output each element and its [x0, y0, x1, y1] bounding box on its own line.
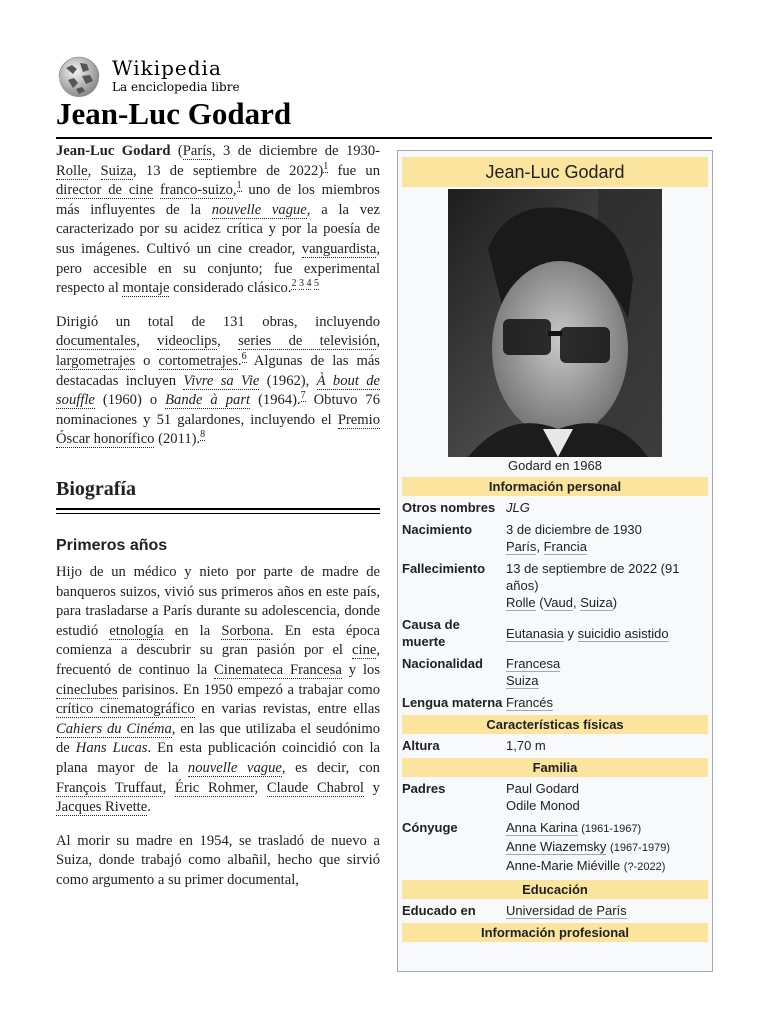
- link-director-de-cine[interactable]: director de cine: [56, 182, 154, 199]
- infobox-link-paris[interactable]: París: [506, 539, 537, 554]
- infobox-row-fallecimiento: Fallecimiento 13 de septiembre de 2022 (91 años) Rolle (Vaud, Suiza): [402, 561, 680, 610]
- link-cinemateca-francesa[interactable]: Cinemateca Francesa: [214, 662, 342, 679]
- infobox-section-personal: Información personal: [402, 477, 708, 496]
- infobox-link-francia[interactable]: Francia: [543, 539, 587, 554]
- infobox-row-altura: Altura 1,70 m: [402, 738, 546, 753]
- link-franco-suizo[interactable]: franco-suizo: [159, 182, 233, 199]
- article-body: [56, 142, 380, 905]
- link-sorbona[interactable]: Sorbona: [221, 622, 270, 639]
- ref-3[interactable]: 3: [298, 278, 304, 290]
- section-heading-biografia: Biografía: [56, 480, 380, 510]
- biografia-paragraph-1: Hijo de un médico y nieto por parte de madre de banqueros suizos, vivió sus primeros años en este país, para trasladarse a París durante su adolescencia, donde estudió etnología en la Sorbona. En esta época comienza a descubrir su gran pasión por el cine, frecuentó de continuo la Cinemateca Francesa y los cineclubes parisinos. En 1950 empezó a trabajar como crítico cinematográfico en varias revistas, entre ellas Cahiers du Cinéma, en las que utilizaba el seudónimo de Hans Lucas. En esta publicación coincidió con la plana mayor de la nouvelle vague, es decir, con François Truffaut, Éric Rohmer, Claude Chabrol y Jacques Rivette.: [56, 564, 381, 816]
- infobox-row-educado-en: Educado en Universidad de París: [402, 903, 627, 918]
- link-nouvelle-vague-2[interactable]: nouvelle vague: [187, 760, 282, 777]
- infobox-link-francesa[interactable]: Francesa: [506, 656, 561, 671]
- link-bande-a-part[interactable]: Bande à part: [165, 392, 251, 409]
- link-etnologia[interactable]: etnología: [109, 622, 164, 639]
- wikipedia-tagline: La enciclopedia libre: [112, 80, 240, 94]
- infobox-link-rolle[interactable]: Rolle: [506, 595, 536, 610]
- infobox-row-conyuge: Cónyuge Anna Karina (1961-1967) Anne Wiazemsky (1967-1979) Anne-Marie Miéville (?-2022): [402, 820, 670, 873]
- infobox-row-padres: Padres Paul Godard Odile Monod: [402, 781, 580, 813]
- infobox-row-otros-nombres: Otros nombres JLG: [402, 500, 530, 515]
- link-paris[interactable]: París: [182, 143, 212, 159]
- link-premio-oscar[interactable]: Premio Óscar honorífico: [56, 411, 380, 448]
- infobox-link-anna-karina[interactable]: Anna Karina: [506, 820, 578, 835]
- link-critico-cinematografico[interactable]: crítico cinematográfico: [56, 701, 195, 718]
- link-vivre-sa-vie[interactable]: Vivre sa Vie: [183, 372, 260, 389]
- ref-1[interactable]: 1: [323, 160, 329, 172]
- wikipedia-globe-logo[interactable]: [56, 54, 102, 98]
- link-cortometrajes[interactable]: cortometrajes: [158, 352, 238, 369]
- link-vanguardista[interactable]: vanguardista: [301, 240, 377, 257]
- infobox-link-frances[interactable]: Francés: [506, 695, 553, 710]
- link-cineclubes[interactable]: cineclubes: [56, 681, 118, 698]
- link-rolle[interactable]: Rolle: [56, 162, 88, 179]
- infobox-row-nacimiento: Nacimiento 3 de diciembre de 1930 París, Francia: [402, 522, 642, 554]
- infobox-section-fisicas: Características físicas: [402, 715, 708, 734]
- ref-4[interactable]: 4: [306, 278, 312, 290]
- wikipedia-wordmark: Wikipedia: [112, 56, 222, 80]
- link-francois-truffaut[interactable]: François Truffaut: [56, 779, 163, 796]
- link-suiza[interactable]: Suiza: [100, 162, 133, 179]
- infobox-link-eutanasia[interactable]: Eutanasia: [506, 625, 564, 641]
- intro-paragraph-1: Jean-Luc Godard (París, 3 de diciembre de 1930-Rolle, Suiza, 13 de septiembre de 2022)$^1$ fue un director de cine franco-suizo,$^1$ uno de los miembros más influyentes de la nouvelle vague, a la vez caracterizado por su acidez crítica y por la poesía de sus imágenes. Cultivó un cine creador, vanguardista, pero accesible en su conjunto; fue experimental respecto al montaje considerado clásico.$^{2 3 4 5}$: [56, 143, 380, 297]
- biografia-paragraph-2: Al morir su madre en 1954, se trasladó de nuevo a Suiza, donde trabajó como albañil, hecho que sirvió como argumento a su primer documental,: [56, 832, 380, 888]
- photo-caption: Godard en 1968: [508, 458, 602, 473]
- link-eric-rohmer[interactable]: Éric Rohmer: [174, 779, 255, 796]
- infobox-section-educacion: Educación: [402, 880, 708, 899]
- portrait-photo[interactable]: [448, 189, 662, 457]
- subject-name: Jean-Luc Godard: [56, 143, 171, 159]
- infobox-row-lengua-materna: Lengua materna Francés: [402, 695, 553, 710]
- infobox-link-anne-wiazemsky[interactable]: Anne Wiazemsky: [506, 839, 607, 854]
- site-header[interactable]: [56, 54, 356, 98]
- link-cahiers-du-cinema[interactable]: Cahiers du Cinéma: [56, 720, 172, 737]
- ref-6[interactable]: 6: [241, 351, 247, 363]
- ref-5[interactable]: 5: [313, 278, 319, 290]
- infobox-section-profesional: Información profesional: [402, 923, 708, 942]
- link-a-bout-de-souffle[interactable]: À bout de souffle: [56, 372, 380, 409]
- infobox-section-familia: Familia: [402, 758, 708, 777]
- infobox-link-suicidio-asistido[interactable]: suicidio asistido: [577, 625, 669, 641]
- subsection-heading-primeros-anos: Primeros años: [56, 536, 168, 554]
- link-documentales[interactable]: documentales: [56, 333, 137, 350]
- ref-8[interactable]: 8: [200, 429, 206, 441]
- link-claude-chabrol[interactable]: Claude Chabrol: [266, 779, 364, 796]
- ref-1b[interactable]: 1: [236, 180, 242, 192]
- infobox-row-nacionalidad: Nacionalidad Francesa Suiza: [402, 656, 561, 688]
- page-title: Jean-Luc Godard: [56, 96, 292, 131]
- infobox-link-suiza-nac[interactable]: Suiza: [506, 673, 539, 688]
- infobox-title: Jean-Luc Godard: [402, 157, 708, 187]
- title-divider: [56, 137, 712, 139]
- infobox-row-causa-muerte: Causa de muerte Eutanasia y suicidio asistido: [402, 617, 669, 649]
- infobox-link-vaud[interactable]: Vaud: [543, 595, 573, 610]
- infobox: [397, 150, 713, 972]
- link-series-television[interactable]: series de televisión: [238, 333, 377, 350]
- intro-paragraph-2: Dirigió un total de 131 obras, incluyendo documentales, videoclips, series de televisión, largometrajes o cortometrajes.$^6$ Algunas de las más destacadas incluyen Vivre sa Vie (1962), À bout de souffle (1960) o Bande à part (1964).$^7$ Obtuvo 76 nominaciones y 51 galardones, incluyendo el Premio Óscar honorífico (2011).$^8$: [56, 313, 381, 448]
- link-cine[interactable]: cine: [352, 642, 377, 659]
- ref-7[interactable]: 7: [300, 390, 306, 402]
- link-jacques-rivette[interactable]: Jacques Rivette: [56, 799, 148, 816]
- link-largometrajes[interactable]: largometrajes: [56, 352, 136, 369]
- link-montaje[interactable]: montaje: [122, 280, 170, 297]
- ref-2[interactable]: 2: [291, 278, 297, 290]
- link-videoclips[interactable]: videoclips: [157, 333, 218, 350]
- infobox-link-suiza[interactable]: Suiza: [580, 595, 613, 610]
- infobox-link-universidad-paris[interactable]: Universidad de París: [506, 903, 627, 918]
- pseudonym-hans-lucas: Hans Lucas: [75, 740, 148, 757]
- link-nouvelle-vague[interactable]: nouvelle vague: [211, 201, 307, 218]
